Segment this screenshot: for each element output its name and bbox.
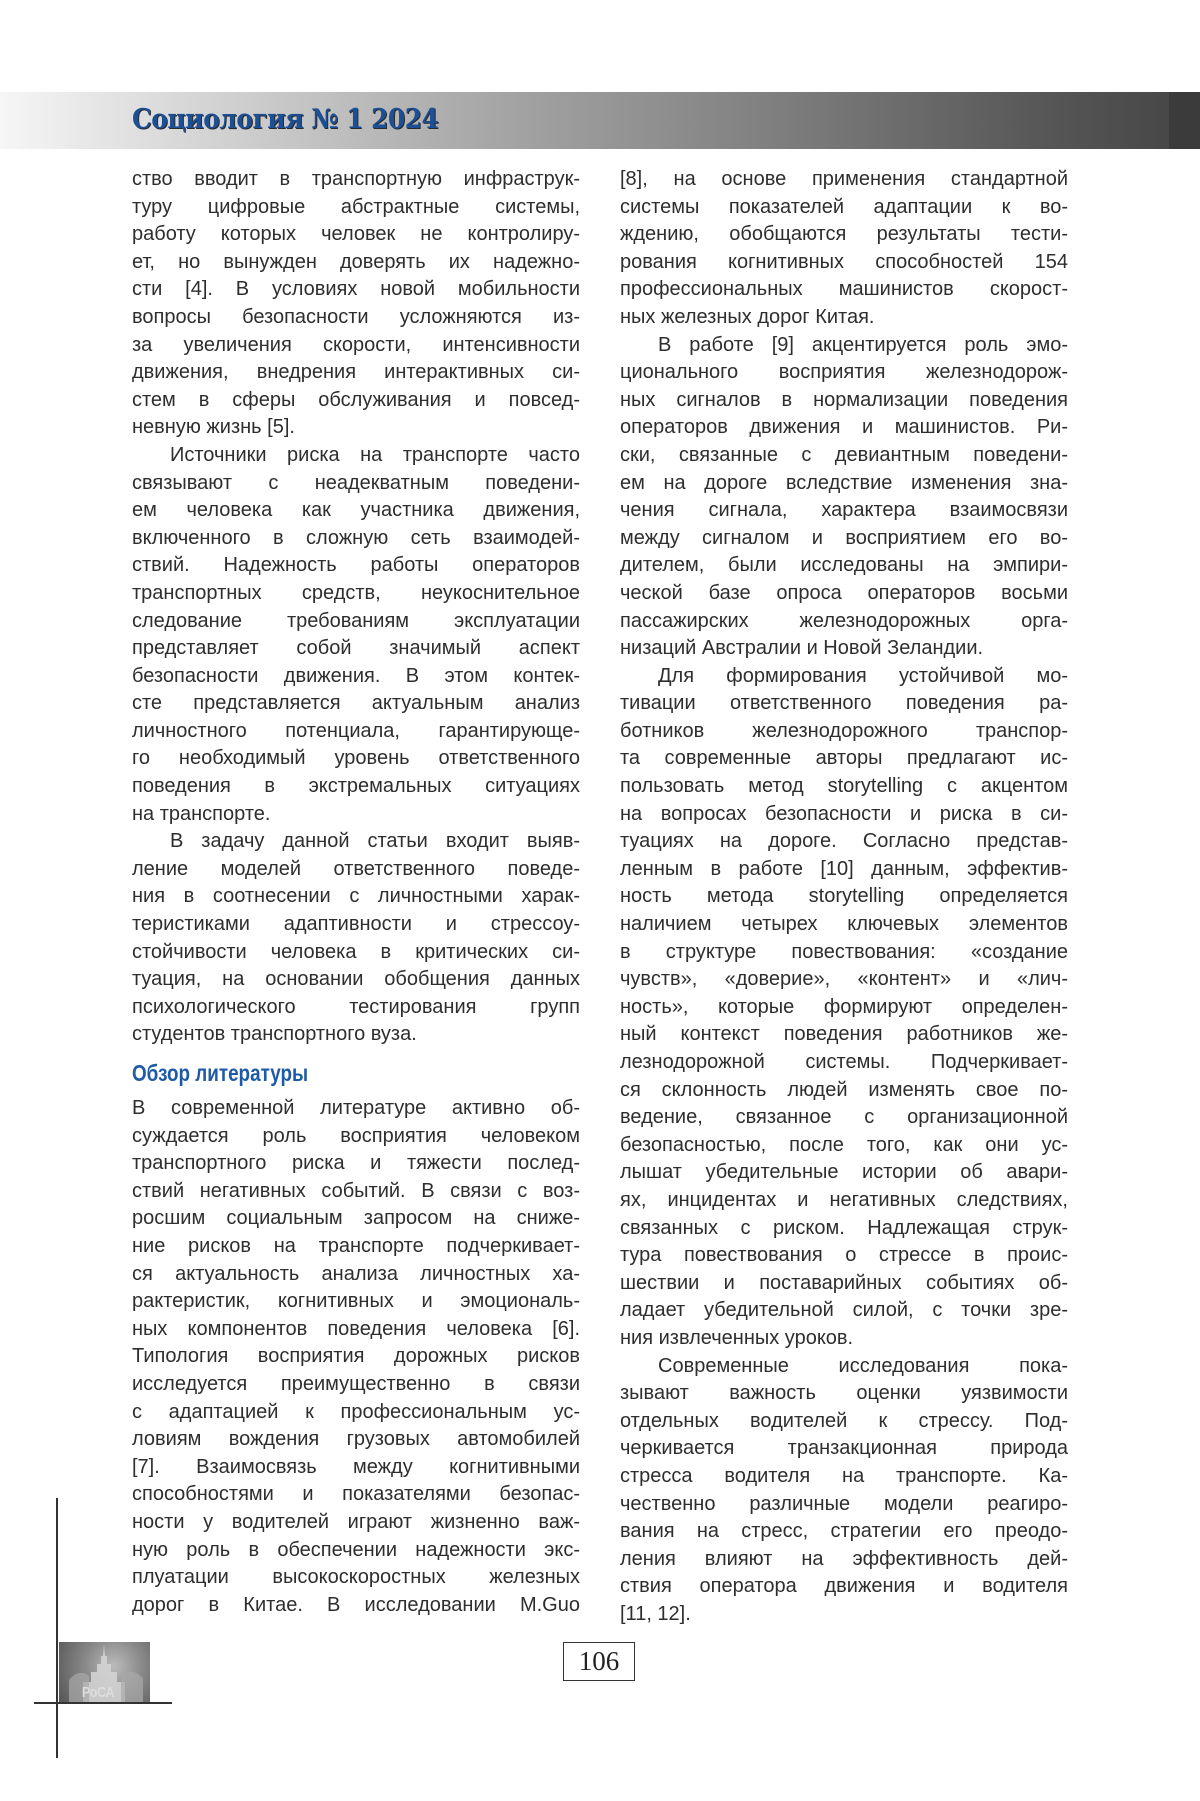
text-line-content: Для формирования устойчивой мо-: [658, 663, 1068, 691]
text-line: [620, 718, 1068, 746]
text-line: [132, 1095, 580, 1123]
text-line: [620, 442, 1068, 470]
text-line-content: личностного потенциала, гарантирующе-: [132, 718, 580, 746]
text-line: [132, 1150, 580, 1178]
text-line: [620, 1518, 1068, 1546]
text-line-content: ся актуальность анализа личностных ха-: [132, 1261, 580, 1289]
text-line-content: го необходимый уровень ответственного: [132, 745, 580, 773]
text-line: [132, 1261, 580, 1289]
text-line: [620, 939, 1068, 967]
text-line-content: [11, 12].: [620, 1601, 691, 1629]
journal-title: Социология № 1 2024: [132, 104, 438, 135]
text-line: [620, 1242, 1068, 1270]
text-line-content: с адаптацией к профессиональным ус-: [132, 1399, 580, 1427]
text-line-content: рактеристик, когнитивных и эмоциональ-: [132, 1288, 580, 1316]
text-line-content: [8], на основе применения стандартной: [620, 166, 1068, 194]
text-line: [620, 745, 1068, 773]
text-line: [132, 387, 580, 415]
text-line-content: исследуется преимущественно в связи: [132, 1371, 580, 1399]
text-line: [132, 497, 580, 525]
text-line-content: поведения в экстремальных ситуациях: [132, 773, 580, 801]
text-line: [620, 1380, 1068, 1408]
text-line-content: шествии и поставарийных событиях об-: [620, 1270, 1068, 1298]
text-line-content: чественно различные модели реагиро-: [620, 1491, 1068, 1519]
text-line: [132, 1123, 580, 1151]
text-line: [620, 221, 1068, 249]
text-line-content: ем человека как участника движения,: [132, 497, 580, 525]
text-line: [620, 883, 1068, 911]
text-line-content: ние рисков на транспорте подчеркивает-: [132, 1233, 580, 1261]
text-line: [132, 276, 580, 304]
text-line-content: стойчивости человека в критических си-: [132, 939, 580, 967]
text-line-content: ем на дороге вследствие изменения зна-: [620, 470, 1068, 498]
text-line: [132, 304, 580, 332]
text-line: [620, 1491, 1068, 1519]
text-line: [132, 552, 580, 580]
text-line: [132, 1371, 580, 1399]
text-line: [620, 828, 1068, 856]
text-line: [620, 1435, 1068, 1463]
text-line-content: представляет собой значимый аспект: [132, 635, 580, 663]
text-line-content: невную жизнь [5].: [132, 414, 295, 442]
text-line: [620, 249, 1068, 277]
text-line-content: росшим социальным запросом на сниже-: [132, 1205, 580, 1233]
text-line: [620, 497, 1068, 525]
text-line-content: ведение, связанное с организационной: [620, 1104, 1068, 1132]
text-line-content: транспортных средств, неукоснительное: [132, 580, 580, 608]
text-line: [620, 359, 1068, 387]
text-line-content: чувств», «доверие», «контент» и «лич-: [620, 966, 1068, 994]
text-line: [620, 580, 1068, 608]
text-line: [132, 1343, 580, 1371]
text-line-content: движения, внедрения интерактивных си-: [132, 359, 580, 387]
text-line: [132, 1288, 580, 1316]
text-line-content: туациях на дороге. Согласно представ-: [620, 828, 1068, 856]
text-line-content: ционального восприятия железнодорож-: [620, 359, 1068, 387]
text-line-content: ную роль в обеспечении надежности экс-: [132, 1537, 580, 1565]
text-line-content: ности у водителей играют жизненно важ-: [132, 1509, 580, 1537]
text-line-content: [7]. Взаимосвязь между когнитивными: [132, 1454, 580, 1482]
text-line-content: операторов движения и машинистов. Ри-: [620, 414, 1068, 442]
text-line: [620, 1353, 1068, 1381]
text-line: [132, 442, 580, 470]
text-line: [132, 332, 580, 360]
text-line: [620, 1021, 1068, 1049]
text-line: [132, 359, 580, 387]
text-line-content: В задачу данной статьи входит выяв-: [170, 828, 580, 856]
text-line: [132, 1021, 580, 1049]
text-line-content: та современные авторы предлагают ис-: [620, 745, 1068, 773]
text-line: [132, 911, 580, 939]
text-line: [132, 525, 580, 553]
text-line: [620, 1297, 1068, 1325]
text-line-content: связывают с неадекватным поведени-: [132, 470, 580, 498]
text-line-content: суждается роль восприятия человеком: [132, 1123, 580, 1151]
text-line-content: дителем, были исследованы на эмпири-: [620, 552, 1068, 580]
text-line: [132, 635, 580, 663]
text-line-content: лышат убедительные истории об авари-: [620, 1159, 1068, 1187]
text-line: [132, 1399, 580, 1427]
text-line-content: лезнодорожной системы. Подчеркивает-: [620, 1049, 1068, 1077]
text-line: [620, 1546, 1068, 1574]
text-line: [132, 1316, 580, 1344]
left-column: [132, 166, 580, 1619]
text-line: [620, 1077, 1068, 1105]
text-line: [132, 828, 580, 856]
text-line-content: плуатации высокоскоростных железных: [132, 1564, 580, 1592]
text-line: [132, 194, 580, 222]
text-line: [132, 608, 580, 636]
text-line-content: Типология восприятия дорожных рисков: [132, 1343, 580, 1371]
text-line: [620, 1132, 1068, 1160]
text-line: [620, 1325, 1068, 1353]
text-line: [132, 1178, 580, 1206]
text-line-content: профессиональных машинистов скорост-: [620, 276, 1068, 304]
text-line-content: ствия оператора движения и водителя: [620, 1573, 1068, 1601]
header-band-end: [1169, 92, 1200, 149]
logo-lettering: РоСА: [82, 1684, 114, 1701]
left-column-body: [132, 166, 580, 1049]
text-line-content: безопасностью, после того, как они ус-: [620, 1132, 1068, 1160]
text-line-content: на вопросах безопасности и риска в си-: [620, 801, 1068, 829]
text-line: [620, 911, 1068, 939]
text-line: [620, 194, 1068, 222]
text-line-content: включенного в сложную сеть взаимодей-: [132, 525, 580, 553]
section-heading: Обзор литературы: [132, 1051, 499, 1095]
text-line-content: ческой базе опроса операторов восьми: [620, 580, 1068, 608]
text-line: [620, 1104, 1068, 1132]
text-line: [620, 1463, 1068, 1491]
text-line: [132, 690, 580, 718]
text-line-content: ность метода storytelling определяется: [620, 883, 1068, 911]
text-line-content: низаций Австралии и Новой Зеландии.: [620, 635, 983, 663]
text-line: [132, 1233, 580, 1261]
text-line: [132, 1454, 580, 1482]
text-line: [132, 856, 580, 884]
crop-mark-vertical: [56, 1498, 58, 1758]
text-line-content: транспортного риска и тяжести послед-: [132, 1150, 580, 1178]
text-line-content: тивации ответственного поведения ра-: [620, 690, 1068, 718]
text-line: [132, 470, 580, 498]
society-logo: [59, 1642, 150, 1702]
text-line-content: ловиям вождения грузовых автомобилей: [132, 1426, 580, 1454]
text-line-content: между сигналом и восприятием его во-: [620, 525, 1068, 553]
text-line-content: вания на стресс, стратегии его преодо-: [620, 1518, 1068, 1546]
text-line-content: ботников железнодорожного транспор-: [620, 718, 1068, 746]
text-line: [132, 994, 580, 1022]
text-line-content: ных компонентов поведения человека [6].: [132, 1316, 580, 1344]
text-line-content: дорог в Китае. В исследовании M.Guo: [132, 1592, 580, 1620]
text-line: [620, 856, 1068, 884]
text-line: [132, 801, 580, 829]
text-line: [620, 1159, 1068, 1187]
text-line: [132, 718, 580, 746]
text-line-content: ность», которые формируют определен-: [620, 994, 1068, 1022]
text-line: [620, 773, 1068, 801]
text-line-content: пассажирских железнодорожных орга-: [620, 608, 1068, 636]
text-line: [132, 1537, 580, 1565]
text-line-content: теристиками адаптивности и стрессоу-: [132, 911, 580, 939]
text-line-content: тура повествования о стрессе в проис-: [620, 1242, 1068, 1270]
crop-mark-horizontal: [34, 1702, 172, 1704]
text-line: [132, 414, 580, 442]
text-line-content: наличием четырех ключевых элементов: [620, 911, 1068, 939]
text-line: [620, 276, 1068, 304]
text-line-content: стресса водителя на транспорте. Ка-: [620, 1463, 1068, 1491]
text-line-content: пользовать метод storytelling с акцентом: [620, 773, 1068, 801]
text-line: [132, 1205, 580, 1233]
left-column-section-body: [132, 1095, 580, 1619]
text-line-content: ление моделей ответственного поведе-: [132, 856, 580, 884]
text-line: [132, 1592, 580, 1620]
text-line: [132, 745, 580, 773]
text-line: [620, 966, 1068, 994]
text-line-content: ствий. Надежность работы операторов: [132, 552, 580, 580]
text-line: [620, 1049, 1068, 1077]
text-line: [620, 387, 1068, 415]
text-line-content: Источники риска на транспорте часто: [170, 442, 580, 470]
text-line: [620, 525, 1068, 553]
text-line-content: рования когнитивных способностей 154: [620, 249, 1068, 277]
text-line-content: туру цифровые абстрактные системы,: [132, 194, 580, 222]
text-line: [620, 994, 1068, 1022]
text-line: [132, 580, 580, 608]
text-line: [620, 1187, 1068, 1215]
text-line-content: ждению, обобщаются результаты тести-: [620, 221, 1068, 249]
text-line: [620, 1573, 1068, 1601]
text-line-content: ся склонность людей изменять свое по-: [620, 1077, 1068, 1105]
text-line-content: работу которых человек не контролиру-: [132, 221, 580, 249]
text-line-content: ях, инцидентах и негативных следствиях,: [620, 1187, 1068, 1215]
text-line-content: В работе [9] акцентируется роль эмо-: [658, 332, 1068, 360]
text-line-content: ствий негативных событий. В связи с воз-: [132, 1178, 580, 1206]
text-line: [132, 1509, 580, 1537]
text-line: [132, 663, 580, 691]
text-line-content: стем в сферы обслуживания и повсед-: [132, 387, 580, 415]
text-line: [620, 608, 1068, 636]
text-line-content: в структуре повествования: «создание: [620, 939, 1068, 967]
text-line: [132, 1426, 580, 1454]
text-line-content: безопасности движения. В этом контек-: [132, 663, 580, 691]
text-line-content: ния в соотнесении с личностными харак-: [132, 883, 580, 911]
text-line: [620, 1408, 1068, 1436]
text-line: [620, 332, 1068, 360]
text-line: [620, 414, 1068, 442]
text-line: [132, 249, 580, 277]
text-line-content: ет, но вынужден доверять их надежно-: [132, 249, 580, 277]
text-line: [620, 801, 1068, 829]
text-line-content: В современной литературе активно об-: [132, 1095, 580, 1123]
text-line: [132, 1481, 580, 1509]
text-line-content: ных сигналов в нормализации поведения: [620, 387, 1068, 415]
text-line: [620, 690, 1068, 718]
text-line-content: сти [4]. В условиях новой мобильности: [132, 276, 580, 304]
text-line-content: следование требованиям эксплуатации: [132, 608, 580, 636]
text-line-content: системы показателей адаптации к во-: [620, 194, 1068, 222]
text-line-content: связанных с риском. Надлежащая струк-: [620, 1215, 1068, 1243]
text-line: [620, 635, 1068, 663]
text-line-content: ладает убедительной силой, с точки зре-: [620, 1297, 1068, 1325]
right-column: [620, 166, 1068, 1628]
text-line-content: ния извлеченных уроков.: [620, 1325, 853, 1353]
text-line-content: ски, связанные с девиантным поведени-: [620, 442, 1068, 470]
text-line-content: ный контекст поведения работников же-: [620, 1021, 1068, 1049]
text-line-content: вопросы безопасности усложняются из-: [132, 304, 580, 332]
text-line-content: чения сигнала, характера взаимосвязи: [620, 497, 1068, 525]
text-line: [132, 939, 580, 967]
text-line-content: способностями и показателями безопас-: [132, 1481, 580, 1509]
text-line-content: ных железных дорог Китая.: [620, 304, 874, 332]
text-line-content: на транспорте.: [132, 801, 270, 829]
text-line: [620, 304, 1068, 332]
text-line: [132, 773, 580, 801]
text-line-content: за увеличения скорости, интенсивности: [132, 332, 580, 360]
text-line-content: Современные исследования пока-: [658, 1353, 1068, 1381]
text-line-content: туация, на основании обобщения данных: [132, 966, 580, 994]
text-line-content: зывают важность оценки уязвимости: [620, 1380, 1068, 1408]
text-line: [132, 966, 580, 994]
text-line: [620, 1270, 1068, 1298]
text-line: [620, 1215, 1068, 1243]
text-line-content: ленным в работе [10] данным, эффектив-: [620, 856, 1068, 884]
text-line-content: студентов транспортного вуза.: [132, 1021, 417, 1049]
text-line: [620, 470, 1068, 498]
text-line: [620, 166, 1068, 194]
text-line-content: черкивается транзакционная природа: [620, 1435, 1068, 1463]
right-column-body: [620, 166, 1068, 1628]
text-line-content: сте представляется актуальным анализ: [132, 690, 580, 718]
text-line: [132, 221, 580, 249]
text-line: [132, 883, 580, 911]
text-line-content: ство вводит в транспортную инфраструк-: [132, 166, 580, 194]
text-line: [620, 1601, 1068, 1629]
text-line: [132, 166, 580, 194]
text-line: [132, 1564, 580, 1592]
text-line-content: отдельных водителей к стрессу. Под-: [620, 1408, 1068, 1436]
text-line-content: психологического тестирования групп: [132, 994, 580, 1022]
page-number: 106: [563, 1642, 635, 1681]
text-line: [620, 552, 1068, 580]
text-line: [620, 663, 1068, 691]
text-line-content: ления влияют на эффективность дей-: [620, 1546, 1068, 1574]
